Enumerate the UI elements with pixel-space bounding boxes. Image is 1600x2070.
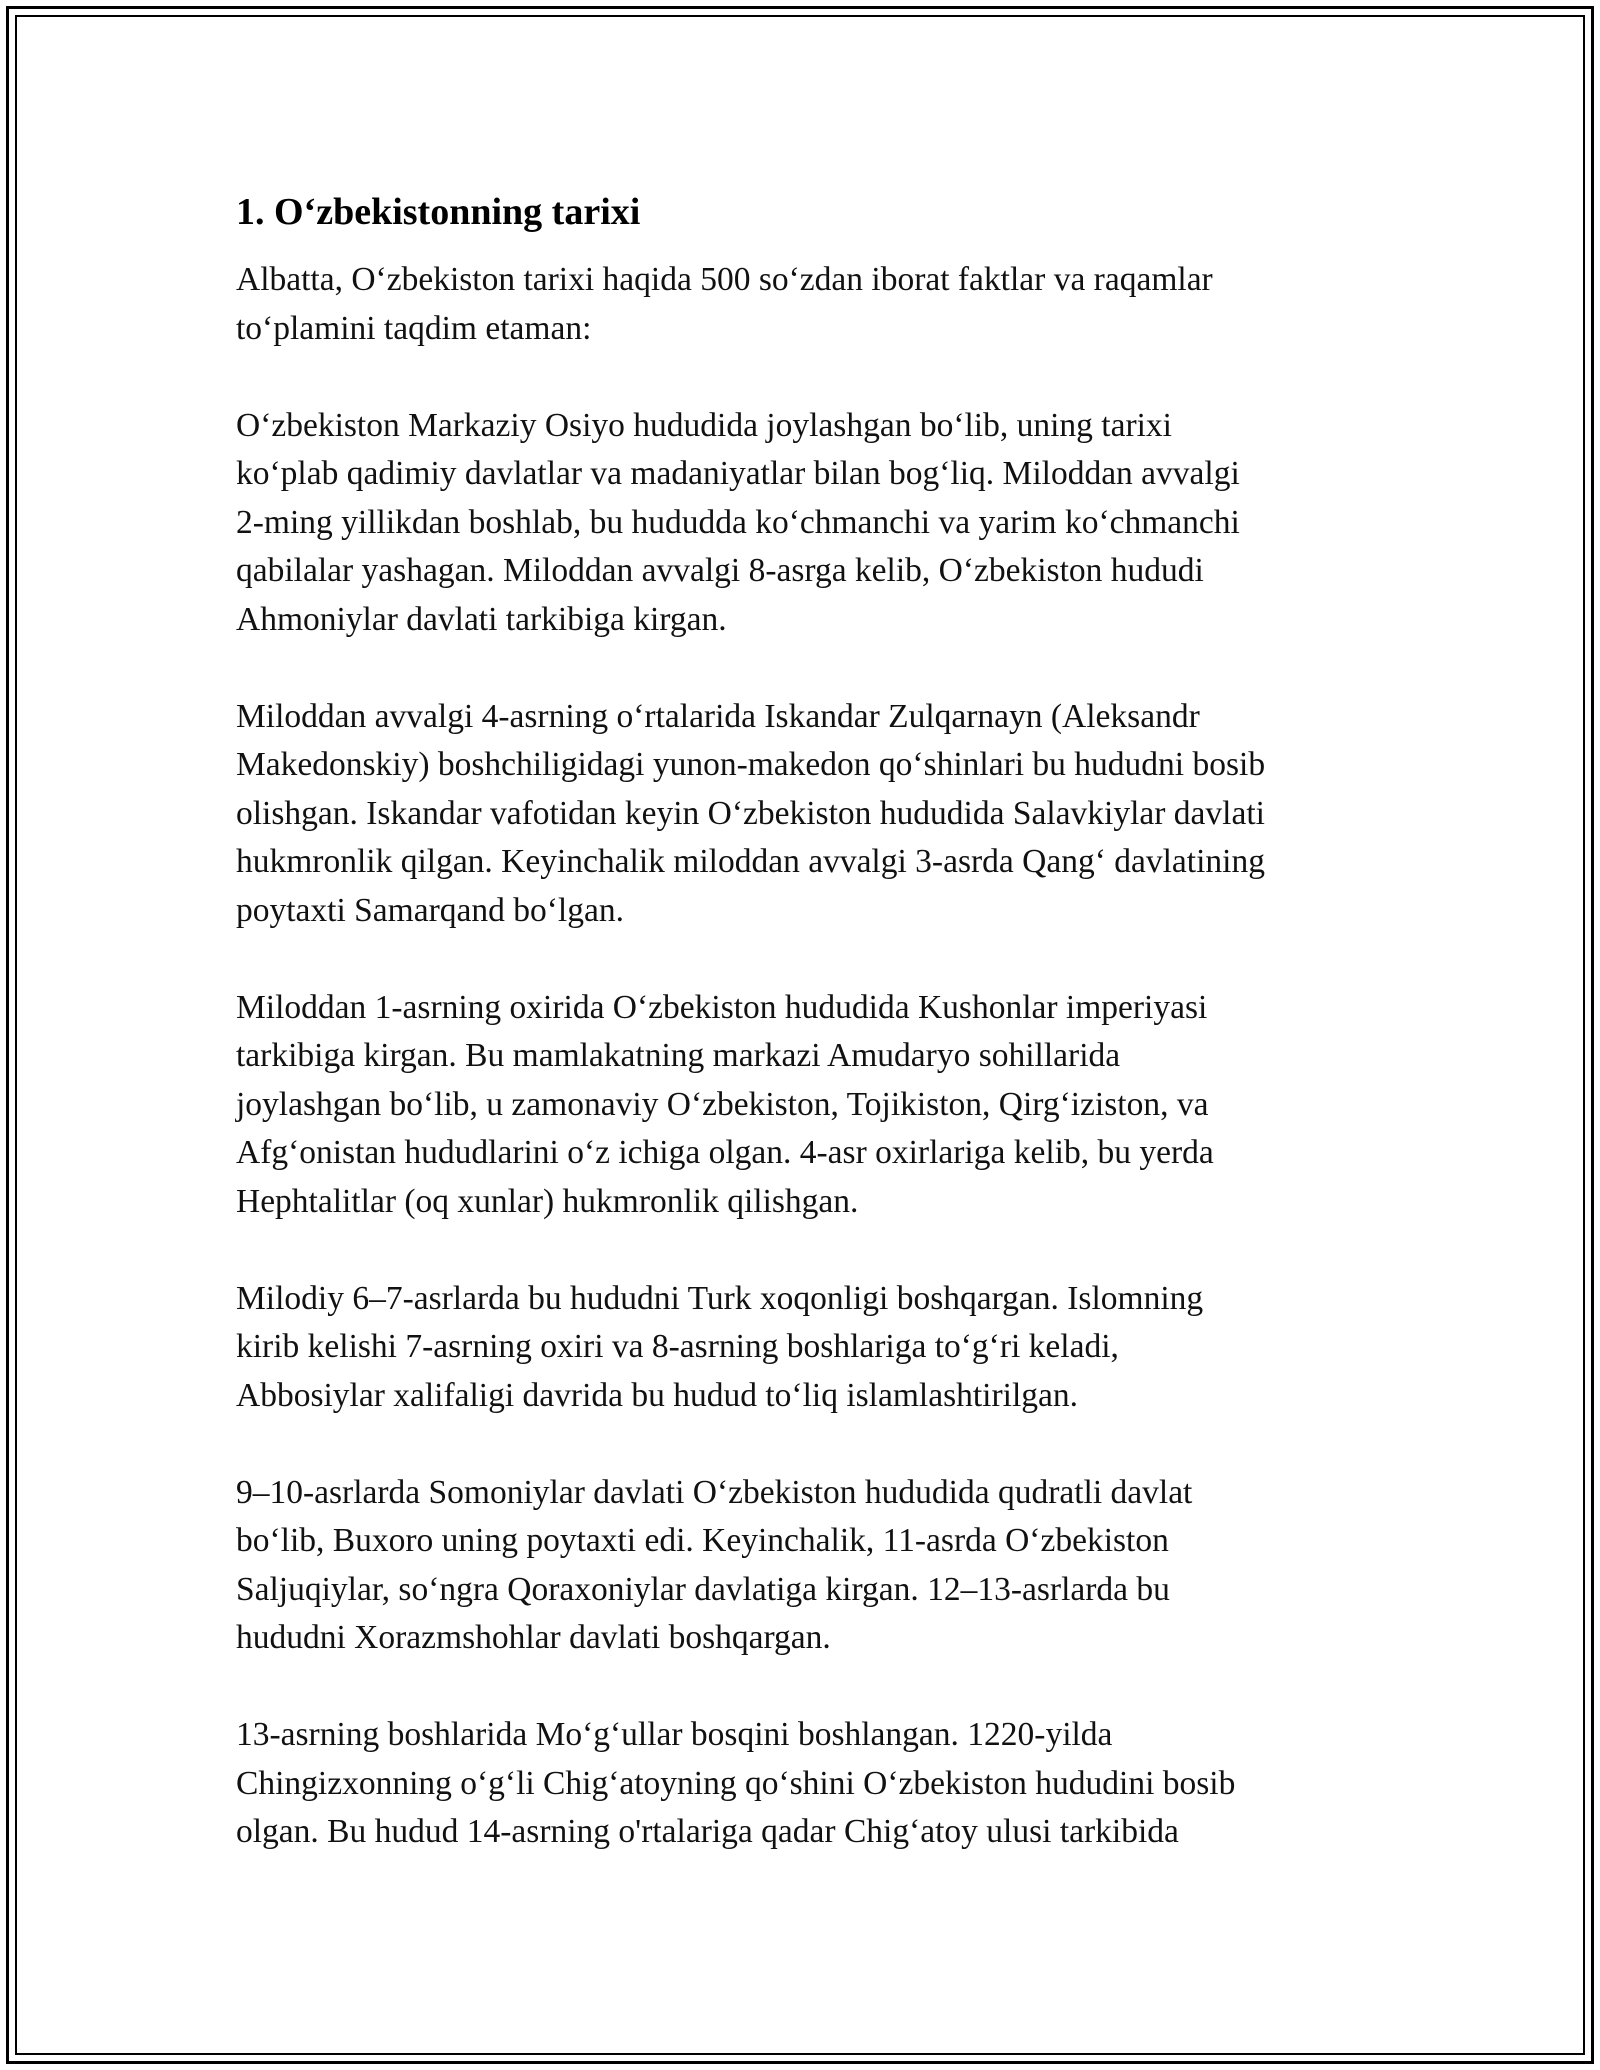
text-line: Chingizxonning o‘g‘li Chig‘atoyning qo‘shini O‘zbekiston hududini bosib xyxy=(236,1764,1236,1802)
text-line: Abbosiylar xalifaligi davrida bu hudud to‘liq islamlashtirilgan. xyxy=(236,1376,1078,1414)
paragraph-mongols xyxy=(236,1711,1386,1857)
text-line: qabilalar yashagan. Miloddan avvalgi 8-asrga kelib, O‘zbekiston hududi xyxy=(236,552,1204,589)
text-line: kirib kelishi 7-asrning oxiri va 8-asrning boshlariga to‘g‘ri keladi, xyxy=(236,1328,1119,1365)
text-line: olgan. Bu hudud 14-asrning o'rtalariga qadar Chig‘atoy ulusi tarkibida xyxy=(236,1813,1179,1850)
paragraph-turk-khaganate xyxy=(236,1275,1386,1421)
intro-paragraph xyxy=(236,256,1386,353)
text-line: ko‘plab qadimiy davlatlar va madaniyatlar bilan bog‘liq. Miloddan avvalgi xyxy=(236,455,1240,492)
text-line: Saljuqiylar, so‘ngra Qoraxoniylar davlatiga kirgan. 12–13-asrlarda bu xyxy=(236,1570,1170,1608)
paragraph-samanids xyxy=(236,1469,1386,1663)
text-line: Albatta, O‘zbekiston tarixi haqida 500 so‘zdan iborat faktlar va raqamlar xyxy=(236,261,1213,298)
paragraph-kushan xyxy=(236,984,1386,1227)
text-line: 13-asrning boshlarida Mo‘g‘ullar bosqini boshlangan. 1220-yilda xyxy=(236,1716,1113,1753)
text-line: Miloddan avvalgi 4-asrning o‘rtalarida Iskandar Zulqarnayn (Aleksandr xyxy=(236,697,1200,735)
text-line: Milodiy 6–7-asrlarda bu hududni Turk xoqonligi boshqargan. Islomning xyxy=(236,1279,1204,1317)
text-line: Hephtalitlar (oq xunlar) hukmronlik qilishgan. xyxy=(236,1182,859,1220)
text-line: Afg‘onistan hududlarini o‘z ichiga olgan. 4-asr oxirlariga kelib, bu yerda xyxy=(236,1134,1214,1171)
text-line: hududni Xorazmshohlar davlati boshqargan. xyxy=(236,1619,831,1656)
text-line: olishgan. Iskandar vafotidan keyin O‘zbekiston hududida Salavkiylar davlati xyxy=(236,794,1265,832)
text-line: 9–10-asrlarda Somoniylar davlati O‘zbekiston hududida qudratli davlat xyxy=(236,1473,1193,1511)
paragraph-geography xyxy=(236,402,1386,645)
text-line: O‘zbekiston Markaziy Osiyo hududida joylashgan bo‘lib, uning tarixi xyxy=(236,406,1172,444)
text-line: joylashgan bo‘lib, u zamonaviy O‘zbekiston, Tojikiston, Qirg‘iziston, va xyxy=(236,1085,1209,1123)
text-line: Ahmoniylar davlati tarkibiga kirgan. xyxy=(236,600,727,638)
paragraph-alexander xyxy=(236,693,1386,936)
document-page xyxy=(236,188,1386,1905)
text-line: bo‘lib, Buxoro uning poytaxti edi. Keyinchalik, 11-asrda O‘zbekiston xyxy=(236,1522,1169,1559)
text-line: tarkibiga kirgan. Bu mamlakatning markazi Amudaryo sohillarida xyxy=(236,1037,1121,1074)
text-line: poytaxti Samarqand bo‘lgan. xyxy=(236,891,624,929)
text-line: to‘plamini taqdim etaman: xyxy=(236,309,592,347)
text-line: Makedonskiy) boshchiligidagi yunon-makedon qo‘shinlari bu hududni bosib xyxy=(236,746,1266,783)
text-line: Miloddan 1-asrning oxirida O‘zbekiston hududida Kushonlar imperiyasi xyxy=(236,988,1208,1026)
text-line: 2-ming yillikdan boshlab, bu hududda ko‘chmanchi va yarim ko‘chmanchi xyxy=(236,503,1240,541)
section-heading: 1. O‘zbekistonning tarixi xyxy=(236,191,641,233)
text-line: hukmronlik qilgan. Keyinchalik miloddan avvalgi 3-asrda Qang‘ davlatining xyxy=(236,843,1265,880)
